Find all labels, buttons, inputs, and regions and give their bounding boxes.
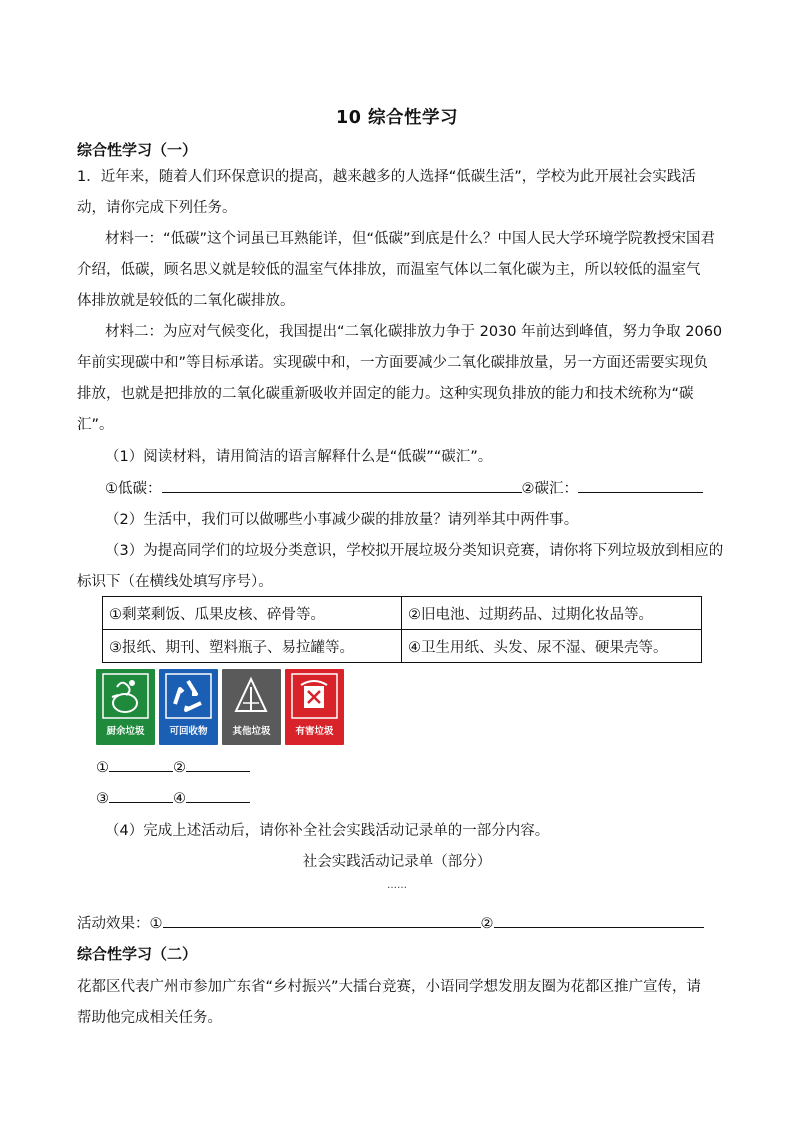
table-row bbox=[103, 630, 702, 663]
table-row bbox=[103, 597, 702, 630]
food-waste-icon bbox=[102, 673, 149, 719]
answer-line-1 bbox=[105, 477, 703, 498]
recycle-icon bbox=[165, 673, 212, 719]
subquestion-3-line-2: 标识下（在横线处填写序号）。 bbox=[77, 574, 273, 590]
effect-blank-1[interactable] bbox=[163, 913, 481, 928]
table-cell: ②旧电池、过期药品、过期化妆品等。 bbox=[402, 597, 702, 630]
table-cell: ①剩菜剩饭、瓜果皮核、碎骨等。 bbox=[103, 597, 402, 630]
answer-label-carbon-sink: ②碳汇： bbox=[521, 481, 578, 497]
subquestion-2: （2）生活中，我们可以做哪些小事减少碳的排放量？请列举其中两件事。 bbox=[105, 512, 579, 528]
bin-label: 其他垃圾 bbox=[232, 726, 271, 737]
subquestion-4: （4）完成上述活动后，请你补全社会实践活动记录单的一部分内容。 bbox=[105, 823, 550, 839]
activity-effect-line bbox=[77, 912, 704, 933]
effect-mark-1: ① bbox=[149, 916, 163, 932]
fill-blank[interactable] bbox=[109, 757, 173, 772]
section-heading-1: 综合性学习（一） bbox=[77, 141, 198, 159]
record-sheet-title: 社会实践活动记录单（部分） bbox=[302, 854, 492, 870]
fill-line-2 bbox=[96, 788, 250, 807]
bin-label: 可回收物 bbox=[169, 726, 208, 737]
section-2-line-1: 花都区代表广州市参加广东省“乡村振兴”大擂台竞赛，小语同学想发朋友圈为花都区推广宣传，请 bbox=[77, 979, 702, 995]
table-cell: ③报纸、期刊、塑料瓶子、易拉罐等。 bbox=[103, 630, 402, 663]
recyclable-sign bbox=[159, 669, 218, 745]
question-1-line-1: 1．近年来，随着人们环保意识的提高，越来越多的人选择“低碳生活”，学校为此开展社会实践活 bbox=[77, 169, 696, 185]
answer-label-low-carbon: ①低碳： bbox=[105, 481, 162, 497]
hazardous-icon bbox=[291, 673, 338, 719]
effect-label: 活动效果： bbox=[77, 916, 150, 932]
fill-mark: ① bbox=[96, 760, 109, 776]
food-waste-sign bbox=[96, 669, 155, 745]
material-1-line-3: 体排放就是较低的二氧化碳排放。 bbox=[77, 293, 295, 309]
section-2-line-2: 帮助他完成相关任务。 bbox=[77, 1010, 222, 1026]
material-1-line-2: 介绍，低碳，顾名思义就是较低的温室气体排放，而温室气体以二氧化碳为主，所以较低的温室气 bbox=[77, 262, 701, 278]
hazardous-sign bbox=[285, 669, 344, 745]
fill-mark: ③ bbox=[96, 791, 109, 807]
answer-blank-low-carbon[interactable] bbox=[162, 478, 522, 493]
material-2-line-2: 年前实现碳中和”等目标承诺。实现碳中和，一方面要减少二氧化碳排放量，另一方面还需要实现负 bbox=[77, 355, 709, 371]
answer-blank-carbon-sink[interactable] bbox=[578, 478, 703, 493]
material-2-line-4: 汇”。 bbox=[77, 417, 114, 433]
material-2-line-1: 材料二：为应对气候变化，我国提出“二氧化碳排放力争于 2030 年前达到峰值，努力争取 2060 bbox=[105, 324, 723, 340]
material-1-line-1: 材料一：“低碳”这个词虽已耳熟能详，但“低碳”到底是什么？中国人民大学环境学院教授宋国君 bbox=[105, 231, 716, 247]
record-ellipsis: …… bbox=[387, 880, 407, 891]
fill-line-1 bbox=[96, 757, 250, 776]
subquestion-1: （1）阅读材料，请用简洁的语言解释什么是“低碳”“碳汇”。 bbox=[105, 449, 493, 465]
question-1-line-2: 动，请你完成下列任务。 bbox=[77, 200, 237, 216]
bin-label: 有害垃圾 bbox=[295, 726, 334, 737]
effect-mark-2: ② bbox=[480, 916, 494, 932]
fill-mark: ④ bbox=[173, 791, 186, 807]
fill-blank[interactable] bbox=[186, 788, 250, 803]
bin-label: 厨余垃圾 bbox=[106, 726, 145, 737]
other-waste-sign bbox=[222, 669, 281, 745]
effect-blank-2[interactable] bbox=[494, 913, 704, 928]
other-waste-icon bbox=[228, 673, 275, 719]
fill-blank[interactable] bbox=[109, 788, 173, 803]
fill-blank[interactable] bbox=[186, 757, 250, 772]
table-cell: ④卫生用纸、头发、尿不湿、硬果壳等。 bbox=[402, 630, 702, 663]
fill-mark: ② bbox=[173, 760, 186, 776]
subquestion-3-line-1: （3）为提高同学们的垃圾分类意识，学校拟开展垃圾分类知识竞赛，请你将下列垃圾放到相应的 bbox=[105, 543, 724, 559]
material-2-line-3: 排放，也就是把排放的二氧化碳重新吸收并固定的能力。这种实现负排放的能力和技术统称为“碳 bbox=[77, 386, 694, 402]
page-title: 10 综合性学习 bbox=[336, 108, 458, 128]
waste-items-table bbox=[102, 596, 702, 663]
section-heading-2: 综合性学习（二） bbox=[77, 945, 198, 963]
